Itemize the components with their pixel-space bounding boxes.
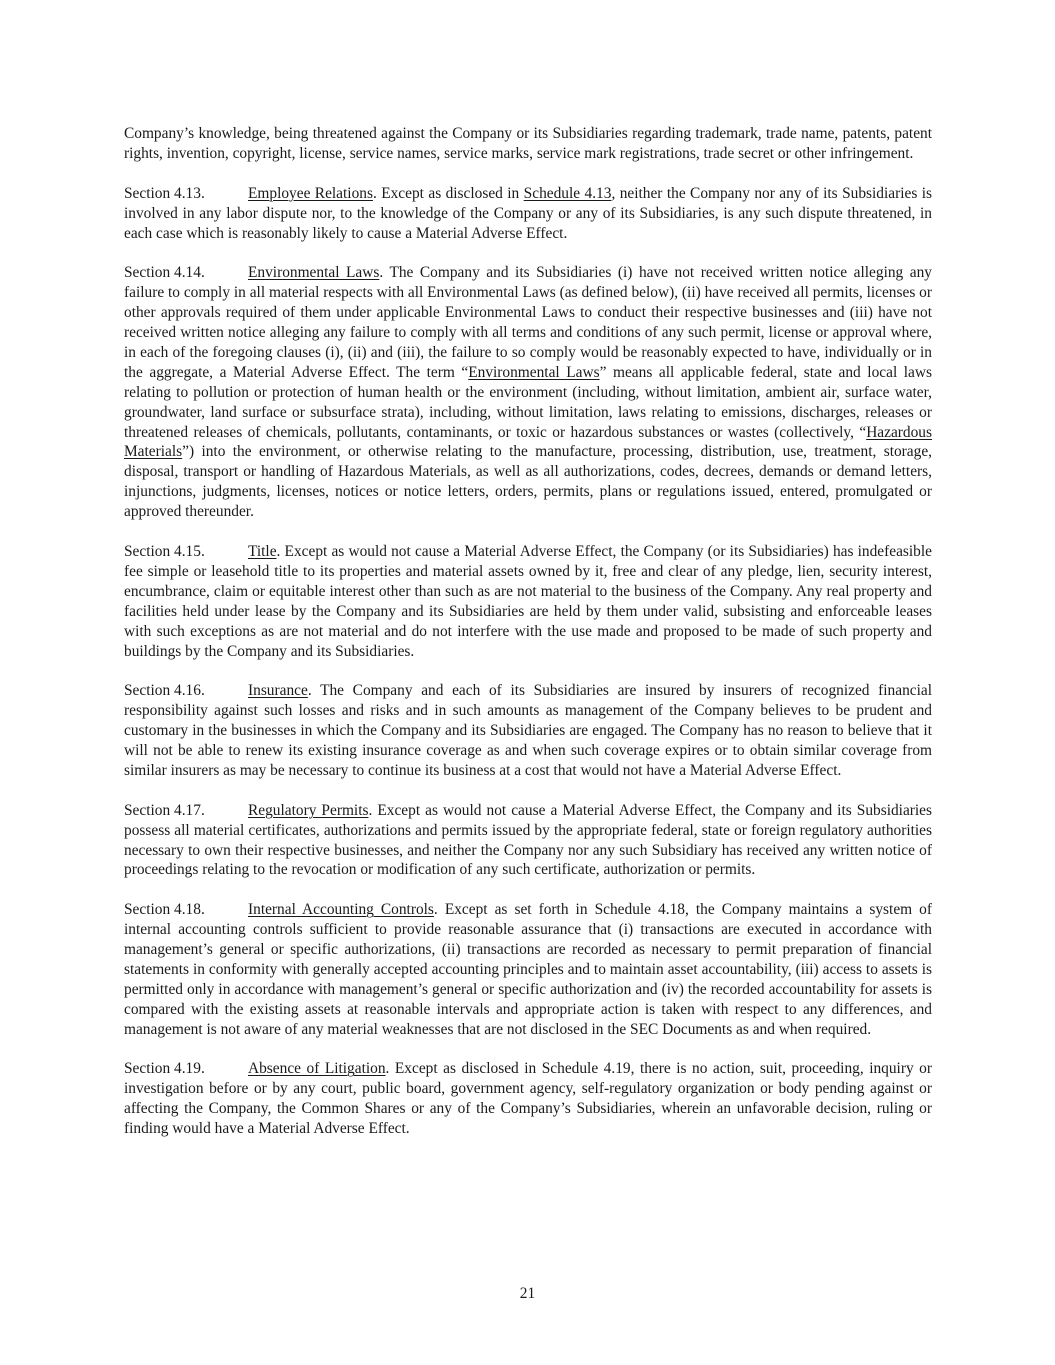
defined-term: Hazardous Materials	[124, 423, 932, 461]
section-title: Insurance	[248, 682, 308, 700]
section-title: Title	[248, 542, 277, 560]
continuation-paragraph	[124, 124, 932, 164]
body-text: . The Company and each of its Subsidiaries are insured by insurers of recognized financial responsibility against such losses and risks and in such amounts as management of the Company believes to be prudent and customary in the businesses in which the Company and its Subsidiaries are engaged. The Company has no reason to believe that it will not be able to renew its existing insurance coverage as and when such coverage expires or to obtain similar coverage from similar insurers as may be necessary to continue its business at a cost that would not have a Material Adverse Effect.	[124, 682, 932, 779]
body-text: ” means all applicable federal, state and local laws relating to pollution or protection of human health or the environment (including, without limitation, ambient air, surface water, groundwater, land surface or subsurface strata), including, without limitation, laws relating to emissions, discharges, releases or threatened releases of chemicals, pollutants, contaminants, or toxic or hazardous substances or wastes (collectively, “	[124, 363, 932, 441]
section-paragraph	[124, 184, 932, 244]
section-number: Section 4.19.	[124, 1060, 205, 1078]
section-title: Employee Relations	[248, 184, 373, 202]
section-number: Section 4.18.	[124, 901, 205, 919]
body-text: Company’s knowledge, being threatened against the Company or its Subsidiaries regarding trademark, trade name, patents, patent rights, invention, copyright, license, service names, service marks, service mark registrations, trade secret or other infringement.	[124, 125, 932, 162]
body-text: . The Company and its Subsidiaries (i) have not received written notice alleging any failure to comply in all material respects with all Environmental Laws (as defined below), (ii) have received all permits, licenses or other approvals required of them under applicable Environmental Laws to conduct their respective businesses and (iii) have not received written notice alleging any failure to comply with all terms and conditions of any such permit, license or approval where, in each of the foregoing clauses (i), (ii) and (iii), the failure to so comply would be reasonably expected to have, individually or in the aggregate, a Material Adverse Effect. The term “	[124, 264, 932, 381]
section-title: Regulatory Permits	[248, 801, 369, 819]
section-paragraph	[124, 542, 932, 661]
section-paragraph	[124, 801, 932, 881]
body-text: ”) into the environment, or otherwise relating to the manufacture, processing, distribution, use, treatment, storage, disposal, transport or handling of Hazardous Materials, as well as all authorizations, codes, decrees, demands or demand letters, injunctions, judgments, licenses, notices or notice letters, orders, permits, plans or regulations issued, entered, promulgated or approved thereunder.	[124, 443, 932, 521]
section-number: Section 4.16.	[124, 682, 205, 700]
document-body	[124, 124, 932, 1159]
body-text: , neither the Company nor any of its Subsidiaries is involved in any labor dispute nor, to the knowledge of the Company or any of its Subsidiaries, is any such dispute threatened, in each case which is reasonably likely to cause a Material Adverse Effect.	[124, 184, 932, 242]
section-number: Section 4.17.	[124, 801, 205, 819]
section-number: Section 4.14.	[124, 264, 205, 282]
body-text: . Except as would not cause a Material Adverse Effect, the Company (or its Subsidiaries) has indefeasible fee simple or leasehold title to its properties and material assets owned by it, free and clear of any pledge, lien, security interest, encumbrance, claim or equitable interest other than such as are not material to the business of the Company. Any real property and facilities held under lease by the Company and its Subsidiaries are held by them under valid, subsisting and enforceable leases with such exceptions as are not material and do not interfere with the use made and proposed to be made of such property and buildings by the Company and its Subsidiaries.	[124, 542, 932, 660]
section-paragraph	[124, 900, 932, 1039]
section-number: Section 4.15.	[124, 542, 205, 560]
section-title: Environmental Laws	[248, 264, 380, 282]
defined-term: Environmental Laws	[468, 363, 600, 381]
body-text: . Except as disclosed in	[372, 184, 524, 202]
defined-term: Schedule 4.13	[523, 184, 612, 202]
section-paragraph	[124, 263, 932, 522]
section-title: Internal Accounting Controls	[248, 901, 434, 919]
body-text: . Except as would not cause a Material Adverse Effect, the Company and its Subsidiaries possess all material certificates, authorizations and permits issued by the appropriate federal, state or foreign regulatory authorities necessary to own their respective businesses, and neither the Company nor any such Subsidiary has received any written notice of proceedings relating to the revocation or modification of any such certificate, authorization or permits.	[124, 801, 933, 879]
body-text: . Except as set forth in Schedule 4.18, the Company maintains a system of internal accounting controls sufficient to provide reasonable assurance that (i) transactions are executed in accordance with management’s general or specific authorizations, (ii) transactions are recorded as necessary to permit preparation of financial statements in conformity with generally accepted accounting principles and to maintain asset accountability, (iii) access to assets is permitted only in accordance with management’s general or specific authorization and (iv) the recorded accountability for assets is compared with the existing assets at reasonable intervals and appropriate action is taken with respect to any differences, and management is not aware of any material weaknesses that are not disclosed in the SEC Documents as and when required.	[124, 901, 932, 1038]
section-number: Section 4.13.	[124, 184, 205, 202]
section-paragraph	[124, 681, 932, 781]
section-title: Absence of Litigation	[248, 1060, 386, 1078]
body-text: . Except as disclosed in Schedule 4.19, there is no action, suit, proceeding, inquiry or investigation before or by any court, public board, government agency, self-regulatory organization or body pending against or affecting the Company, the Common Shares or any of the Company’s Subsidiaries, wherein an unfavorable decision, ruling or finding would have a Material Adverse Effect.	[124, 1060, 932, 1138]
page-number: 21	[519, 1285, 536, 1302]
section-paragraph	[124, 1059, 932, 1139]
